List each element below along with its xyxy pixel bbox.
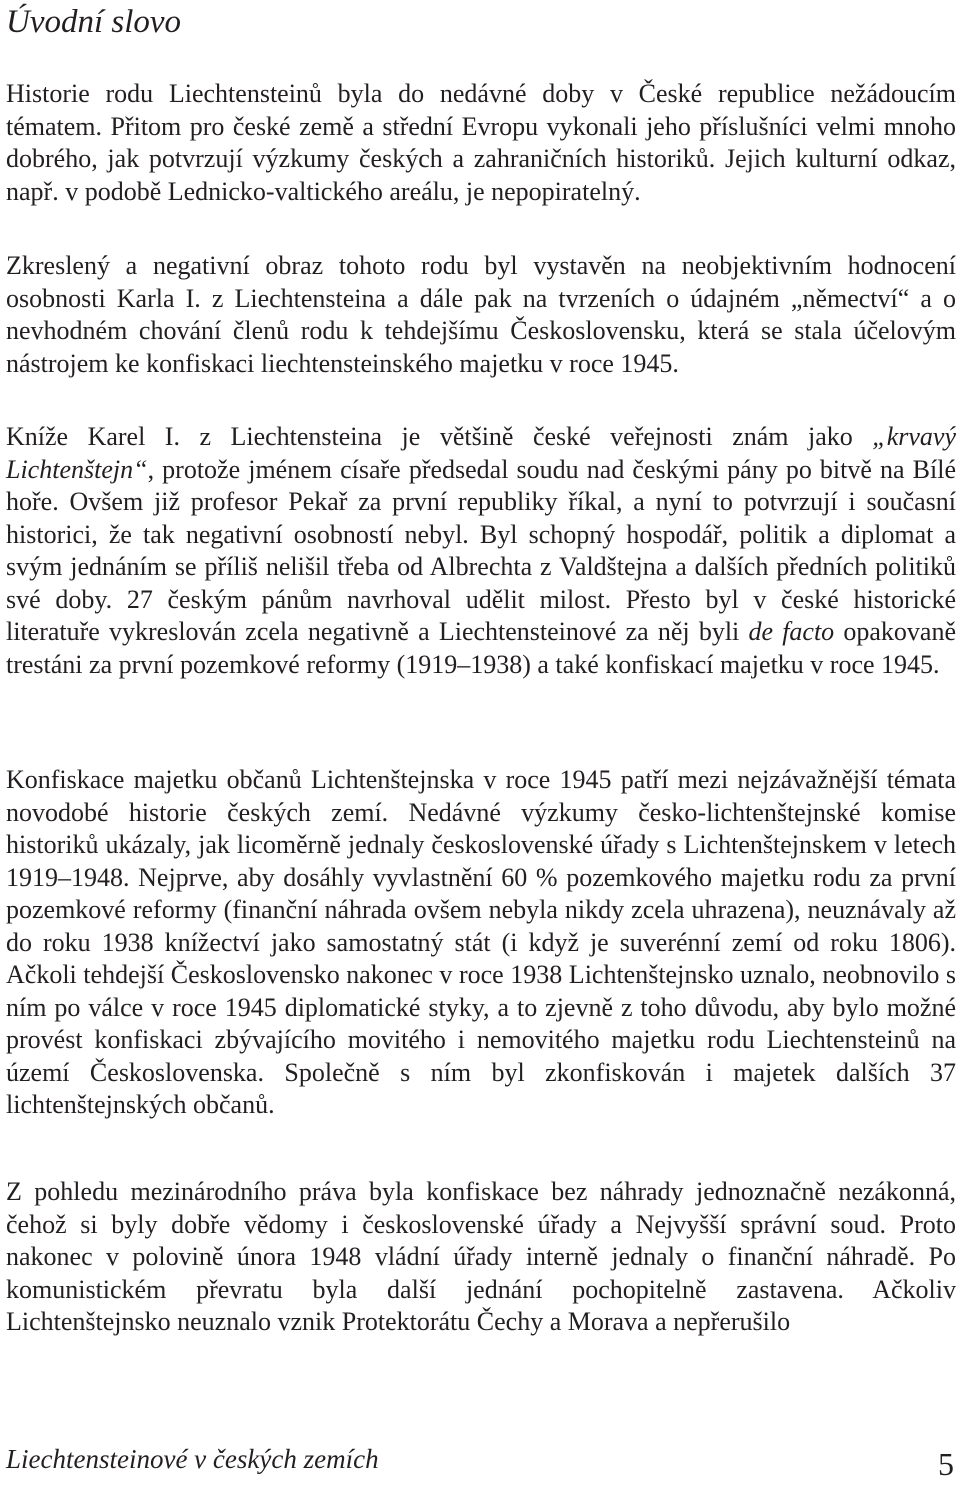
paragraph-3-text-c: , protože jménem císaře předsedal soudu nad českými pány po bitvě na Bílé hoře. Ovšem již profesor Pekař za první republiky říkal, a nyní to potvrzují i současní historici, že tak negativní osobností nebyl. Byl schopný hospodář, politik a diplomat a svým jednáním se příliš nelišil třeba od Albrechta z Valdštejna a dalších předních politiků své doby. 27 českým pánům navrhoval udělit milost. Přesto byl v české historické literatuře vykreslován zcela negativně a Liechtensteinové za něj byli	[6, 454, 956, 646]
page-title: Úvodní slovo	[6, 4, 182, 40]
paragraph-3-text-a: Kníže Karel I. z Liechtensteina je většině české veřejnosti znám jako	[6, 422, 873, 451]
paragraph-5: Z pohledu mezinárodního práva byla konfiskace bez náhrady jednoznačně nezákonná, čehož si byly dobře vědomy i československé úřady a Nejvyšší správní soud. Proto nakonec v polovině února 1948 vládní úřady interně jednaly o finanční náhradě. Po komunistickém převratu byla další jednání pochopitelně zastavena. Ačkoliv Lichtenštejnsko neuznalo vznik Protektorátu Čechy a Morava a nepřerušilo	[6, 1177, 956, 1336]
page-number: 5	[938, 1446, 954, 1482]
paragraph-2: Zkreslený a negativní obraz tohoto rodu byl vystavěn na neobjektivním hodnocení osobnosti Karla I. z Liechtensteina a dále pak na tvrzeních o údajném „němectví“ a o nevhodném chování členů rodu k tehdejšímu Československu, která se stala účelovým nástrojem ke konfiskaci liechtensteinského majetku v roce 1945.	[6, 251, 956, 378]
paragraph-1: Historie rodu Liechtensteinů byla do nedávné doby v České republice nežádoucím tématem. Přitom pro české země a střední Evropu vykonali jeho příslušníci velmi mnoho dobrého, jak potvrzují výzkumy českých a zahraničních historiků. Jejich kulturní odkaz, např. v podobě Lednicko-valtického areálu, je nepopiratelný.	[6, 79, 956, 206]
paragraph-3-text-e: opakovaně trestáni za první pozemkové reformy (1919–1938) a také konfiskací majetku v roce 1945.	[6, 617, 956, 679]
paragraph-3	[6, 421, 956, 681]
paragraph-4: Konfiskace majetku občanů Lichtenštejnska v roce 1945 patří mezi nejzávažnější témata novodobé historie českých zemí. Nedávné výzkumy česko-lichtenštejnské komise historiků ukázaly, jak licoměrně jednaly československé úřady s Lichtenštejnskem v letech 1919–1948. Nejprve, aby dosáhly vyvlastnění 60 % pozemkového majetku rodu za první pozemkové reformy (finanční náhrada ovšem nebyla nikdy zcela uhrazena), neuznávaly až do roku 1938 knížectví jako samostatný stát (i když je suverénní zemí od roku 1806). Ačkoli tehdejší Československo nakonec v roce 1938 Lichtenštejnsko uznalo, neobnovilo s ním po válce v roce 1945 diplomatické styky, a to zjevně z toho důvodu, aby bylo možné provést konfiskaci zbývajícího movitého i nemovitého majetku rodu Liechtensteinů na území Československa. Společně s ním byl zkonfiskován i majetek dalších 37 lichtenštejnských občanů.	[6, 765, 956, 1119]
paragraph-3-nickname: „krvavý Lichtenštejn“	[6, 422, 956, 484]
running-footer-title: Liechtensteinové v českých zemích	[6, 1444, 379, 1474]
paragraph-3-latin-phrase: de facto	[748, 617, 835, 646]
